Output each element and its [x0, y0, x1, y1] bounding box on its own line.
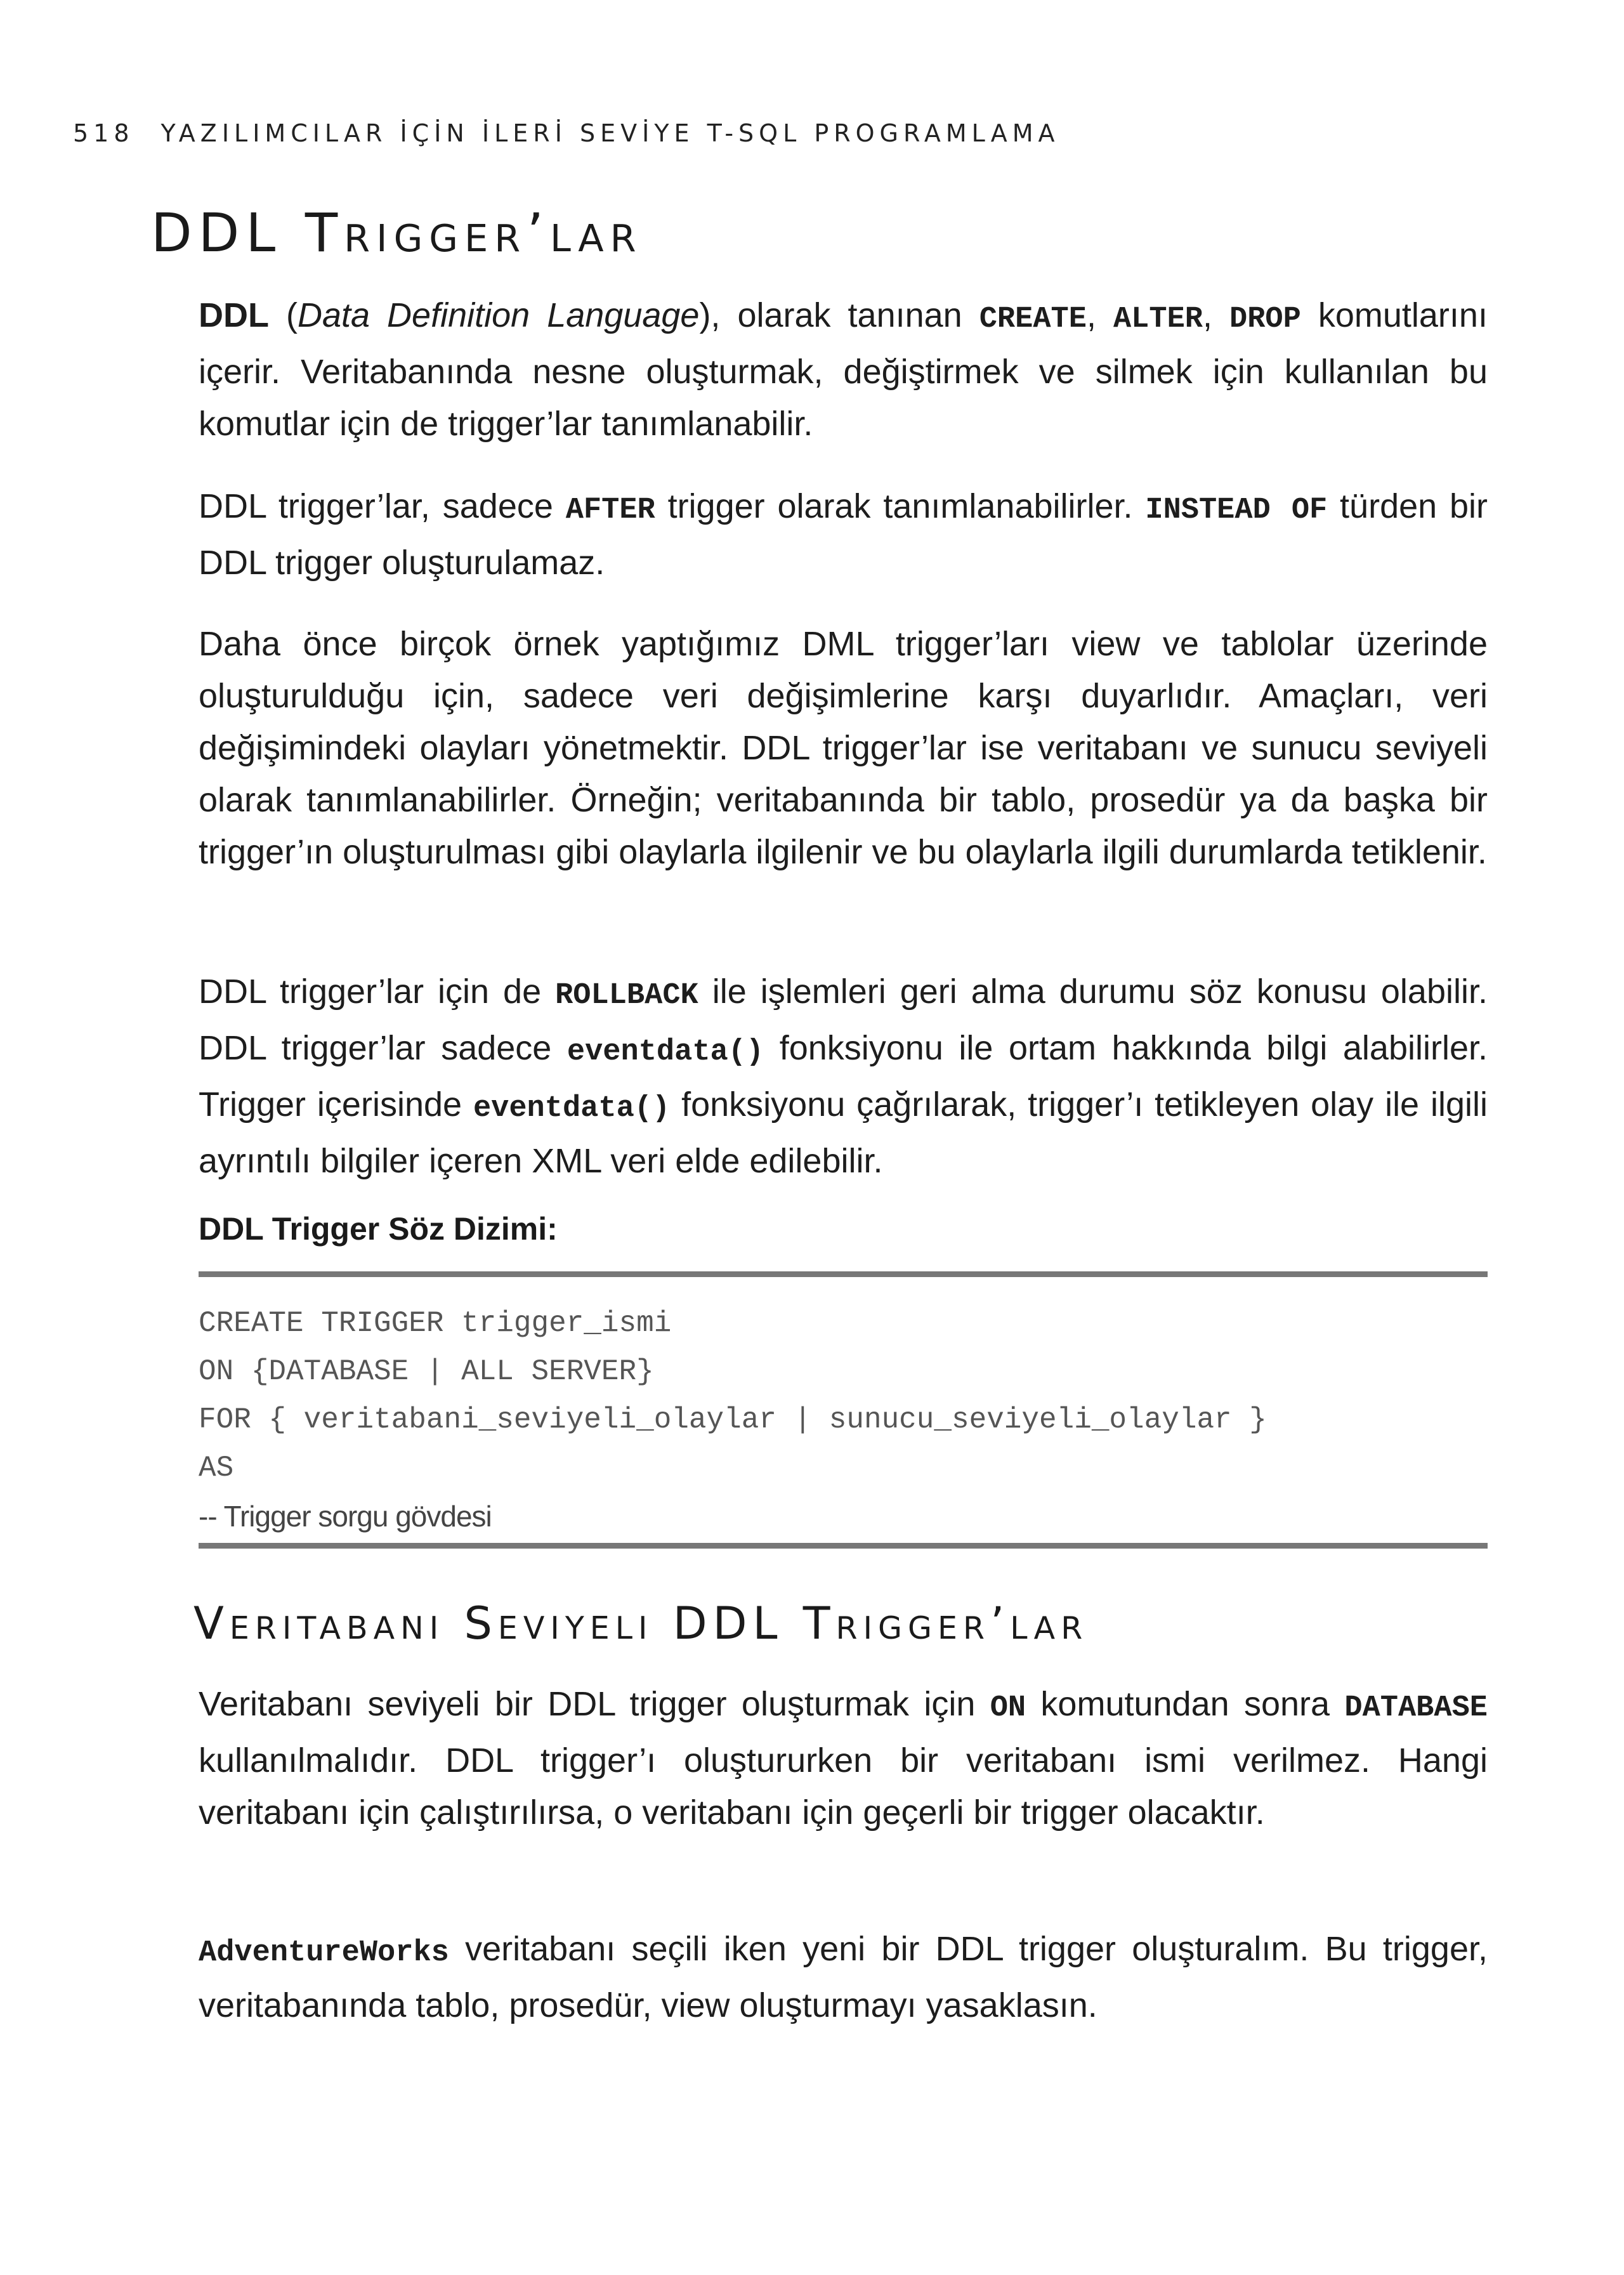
- page-number: 518: [73, 119, 134, 147]
- paragraph-rollback-eventdata: [199, 966, 1488, 1187]
- text-fragment: türden bir DDL trigger oluşturulamaz.: [199, 487, 1488, 582]
- code-database: DATABASE: [1344, 1691, 1488, 1725]
- text-fragment: Veritabanı seviyeli bir DDL trigger oluşturmak için: [199, 1685, 990, 1723]
- text-fragment: ,: [1203, 296, 1230, 334]
- code-on: ON: [990, 1691, 1026, 1725]
- code-drop: DROP: [1229, 303, 1301, 336]
- paragraph-adventureworks: [199, 1923, 1488, 2031]
- text-fragment: fonksiyonu ile ortam hakkında bilgi alabilirler. Trigger içerisinde: [199, 1029, 1488, 1124]
- text-fragment: ), olarak tanınan: [699, 296, 979, 334]
- code-alter: ALTER: [1113, 303, 1203, 336]
- code-block-bottom-rule: [199, 1543, 1488, 1549]
- code-instead-of: INSTEAD OF: [1145, 494, 1328, 527]
- text-fragment: trigger olarak tanımlanabilirler.: [655, 487, 1146, 525]
- text-fragment: komutlarını içerir. Veritabanında nesne oluşturmak, değiştirmek ve silmek için kullanılan bu komutlar için de trigger’lar tanımlanabilir.: [199, 296, 1488, 443]
- term-expansion: Data Definition Language: [297, 296, 700, 334]
- code-line: FOR { veritabani_seviyeli_olaylar | sunucu_seviyeli_olaylar }: [199, 1403, 1267, 1436]
- text-fragment: DDL trigger’lar, sadece: [199, 487, 566, 525]
- syntax-code-block: [199, 1299, 1488, 1540]
- code-eventdata: eventdata(): [566, 1035, 764, 1069]
- text-fragment: veritabanı seçili iken yeni bir DDL trigger oluşturalım. Bu trigger, veritabanında tablo, prosedür, view oluşturmayı yasaklasın.: [199, 1930, 1488, 2024]
- code-rollback: ROLLBACK: [555, 979, 698, 1013]
- paragraph-after-trigger: [199, 480, 1488, 589]
- code-line: ON {DATABASE | ALL SERVER}: [199, 1355, 654, 1388]
- code-comment: -- Trigger sorgu gövdesi: [199, 1500, 492, 1533]
- text-fragment: ,: [1086, 296, 1113, 334]
- code-adventureworks: AdventureWorks: [199, 1936, 449, 1970]
- code-line: CREATE TRIGGER trigger_ismi: [199, 1307, 672, 1340]
- code-line: AS: [199, 1452, 234, 1485]
- code-block-top-rule: [199, 1271, 1488, 1277]
- text-fragment: ile işlemleri geri alma durumu söz konusu olabilir. DDL trigger’lar sadece: [199, 973, 1488, 1067]
- running-header: [73, 119, 1059, 147]
- syntax-heading: DDL Trigger Söz Dizimi:: [199, 1211, 558, 1247]
- text-fragment: kullanılmalıdır. DDL trigger’ı oluştururken bir veritabanı ismi verilmez. Hangi veritabanı için çalıştırılırsa, o veritabanı için geçerli bir trigger olacaktır.: [199, 1741, 1488, 1832]
- text-fragment: komutundan sonra: [1026, 1685, 1345, 1723]
- code-eventdata: eventdata(): [473, 1092, 671, 1125]
- paragraph-on-database: [199, 1678, 1488, 1839]
- paragraph-dml-vs-ddl: Daha önce birçok örnek yaptığımız DML trigger’ları view ve tablolar üzerinde oluşturulduğu için, sadece veri değişimlerine karşı duyarlıdır. Amaçları, veri değişimindeki olayları yönetmektir. DDL trigger’lar ise veritabanı ve sunucu seviyeli olarak tanımlanabilirler. Örneğin; veritabanında bir tablo, prosedür ya da başka bir trigger’ın oluşturulması gibi olaylarla ilgilenir ve bu olaylarla ilgili durumlarda tetiklenir.: [199, 625, 1488, 871]
- section-title-ddl-triggers: DDL Trigger’lar: [151, 202, 643, 264]
- code-create: CREATE: [979, 303, 1087, 336]
- text-fragment: DDL trigger’lar için de: [199, 973, 556, 1011]
- text-fragment: fonksiyonu çağrılarak, trigger’ı tetikleyen olay ile ilgili ayrıntılı bilgiler içeren XML veri elde edilebilir.: [199, 1085, 1488, 1180]
- section-title-database-level: Veritabanı Seviyeli DDL Trigger’lar: [193, 1597, 1089, 1649]
- term-ddl: DDL: [199, 296, 269, 334]
- paragraph-ddl-definition: [199, 289, 1488, 450]
- code-after: AFTER: [565, 494, 655, 527]
- text-fragment: (: [268, 296, 298, 334]
- book-title: YAZILIMCILAR İÇİN İLERİ SEVİYE T-SQL PROGRAMLAMA: [160, 119, 1060, 147]
